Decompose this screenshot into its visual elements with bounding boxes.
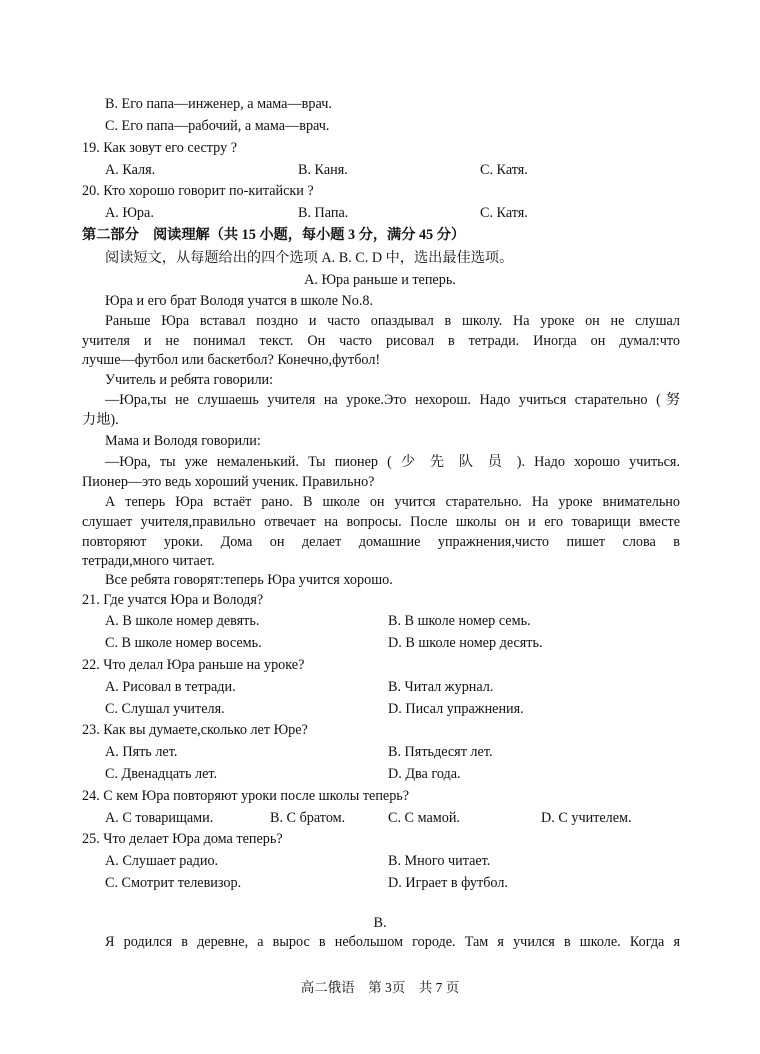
q20-option-a: A. Юра. (105, 205, 154, 221)
q19-option-c: C. Катя. (480, 162, 528, 178)
q18-option-c: C. Его папа—рабочий, а мама—врач. (105, 118, 330, 134)
q20-options (105, 203, 705, 223)
passage-a-line: —Юра, ты уже немаленький. Ты пионер ( 少 先 队 员 ). Надо хорошо учиться. (105, 454, 680, 470)
q19-options (105, 160, 705, 180)
option-b: B. В школе номер семь. (388, 613, 531, 629)
q20-option-b: B. Папа. (298, 205, 349, 221)
passage-a-line: —Юра,ты не слушаешь учителя на уроке.Это нехорош. Надо учиться старательно (努 (105, 392, 680, 408)
passage-a-line: учителя и не понимал текст. Он часто рисовал в тетради. Иногда он думал:что (82, 333, 680, 349)
option-a: A. Пять лет. (105, 744, 178, 760)
passage-a-line: А теперь Юра встаёт рано. В школе он учится старательно. На уроке внимательно (105, 494, 680, 510)
question-stem: 24. С кем Юра повторяют уроки после школы теперь? (82, 788, 410, 804)
question-options-row (105, 677, 705, 697)
option-d: D. Писал упражнения. (388, 701, 524, 717)
option-c: C. Двенадцать лет. (105, 766, 218, 782)
option-a: A. С товарищами. (105, 810, 214, 826)
passage-a-line: повторяют уроки. Дома он делает домашние упражнения,чисто пишет слова в (82, 534, 680, 550)
passage-a-line: Мама и Володя говорили: (105, 433, 261, 449)
question-stem: 23. Как вы думаете,сколько лет Юре? (82, 722, 308, 738)
option-c: C. Смотрит телевизор. (105, 875, 242, 891)
option-b: B. Много читает. (388, 853, 491, 869)
question-options-row (105, 808, 705, 828)
question-options-row (105, 611, 705, 631)
section-title: 第二部分 阅读理解（共 15 小题，每小题 3 分，满分 45 分） (82, 227, 466, 243)
option-a: A. Рисовал в тетради. (105, 679, 236, 695)
question-options-row (105, 764, 705, 784)
passage-a-line: Пионер—это ведь хороший ученик. Правильно? (82, 474, 375, 490)
option-b: B. Читал журнал. (388, 679, 494, 695)
question-options-row (105, 742, 705, 762)
passage-b-line: Я родился в деревне, а вырос в небольшом городе. Там я учился в школе. Когда я (105, 934, 680, 950)
q20-stem: 20. Кто хорошо говорит по-китайски ? (82, 183, 314, 199)
option-d: D. С учителем. (541, 810, 632, 826)
option-a: A. Слушает радио. (105, 853, 219, 869)
q19-stem: 19. Как зовут его сестру ? (82, 140, 238, 156)
option-c: C. В школе номер восемь. (105, 635, 262, 651)
option-b: B. С братом. (270, 810, 346, 826)
q18-option-b: B. Его папа—инженер, а мама—врач. (105, 96, 332, 112)
passage-a-line: Раньше Юра вставал поздно и часто опаздывал в школу. На уроке он не слушал (105, 313, 680, 329)
option-c: C. С мамой. (388, 810, 460, 826)
question-stem: 21. Где учатся Юра и Володя? (82, 592, 264, 608)
option-d: D. Играет в футбол. (388, 875, 508, 891)
q19-option-b: B. Каня. (298, 162, 348, 178)
option-a: A. В школе номер девять. (105, 613, 260, 629)
question-options-row (105, 699, 705, 719)
page-footer: 高二俄语 第 3页 共 7 页 (300, 980, 460, 995)
passage-a-heading: A. Юра раньше и теперь. (304, 272, 456, 288)
section-instruction: 阅读短文，从每题给出的四个选项 A. B. C. D 中，选出最佳选项。 (105, 250, 514, 266)
passage-a-line: 力地). (82, 412, 119, 428)
question-options-row (105, 873, 705, 893)
passage-a-line: Юра и его брат Володя учатся в школе No.8. (105, 293, 374, 309)
option-b: B. Пятьдесят лет. (388, 744, 493, 760)
option-d: D. В школе номер десять. (388, 635, 543, 651)
passage-a-line: Учитель и ребята говорили: (105, 372, 274, 388)
q19-option-a: A. Каля. (105, 162, 156, 178)
question-stem: 25. Что делает Юра дома теперь? (82, 831, 283, 847)
passage-a-line: лучше—футбол или баскетбол? Конечно,футбол! (82, 352, 381, 368)
passage-b-heading: B. (373, 915, 387, 931)
question-options-row (105, 633, 705, 653)
passage-a-line: Все ребята говорят:теперь Юра учится хорошо. (105, 572, 393, 588)
passage-a-line: тетради,много читает. (82, 553, 215, 569)
q20-option-c: C. Катя. (480, 205, 528, 221)
question-options-row (105, 851, 705, 871)
passage-a-line: слушает учителя,правильно отвечает на вопросы. После школы он и его товарищи вместе (82, 514, 680, 530)
option-c: C. Слушал учителя. (105, 701, 225, 717)
question-stem: 22. Что делал Юра раньше на уроке? (82, 657, 305, 673)
option-d: D. Два года. (388, 766, 461, 782)
